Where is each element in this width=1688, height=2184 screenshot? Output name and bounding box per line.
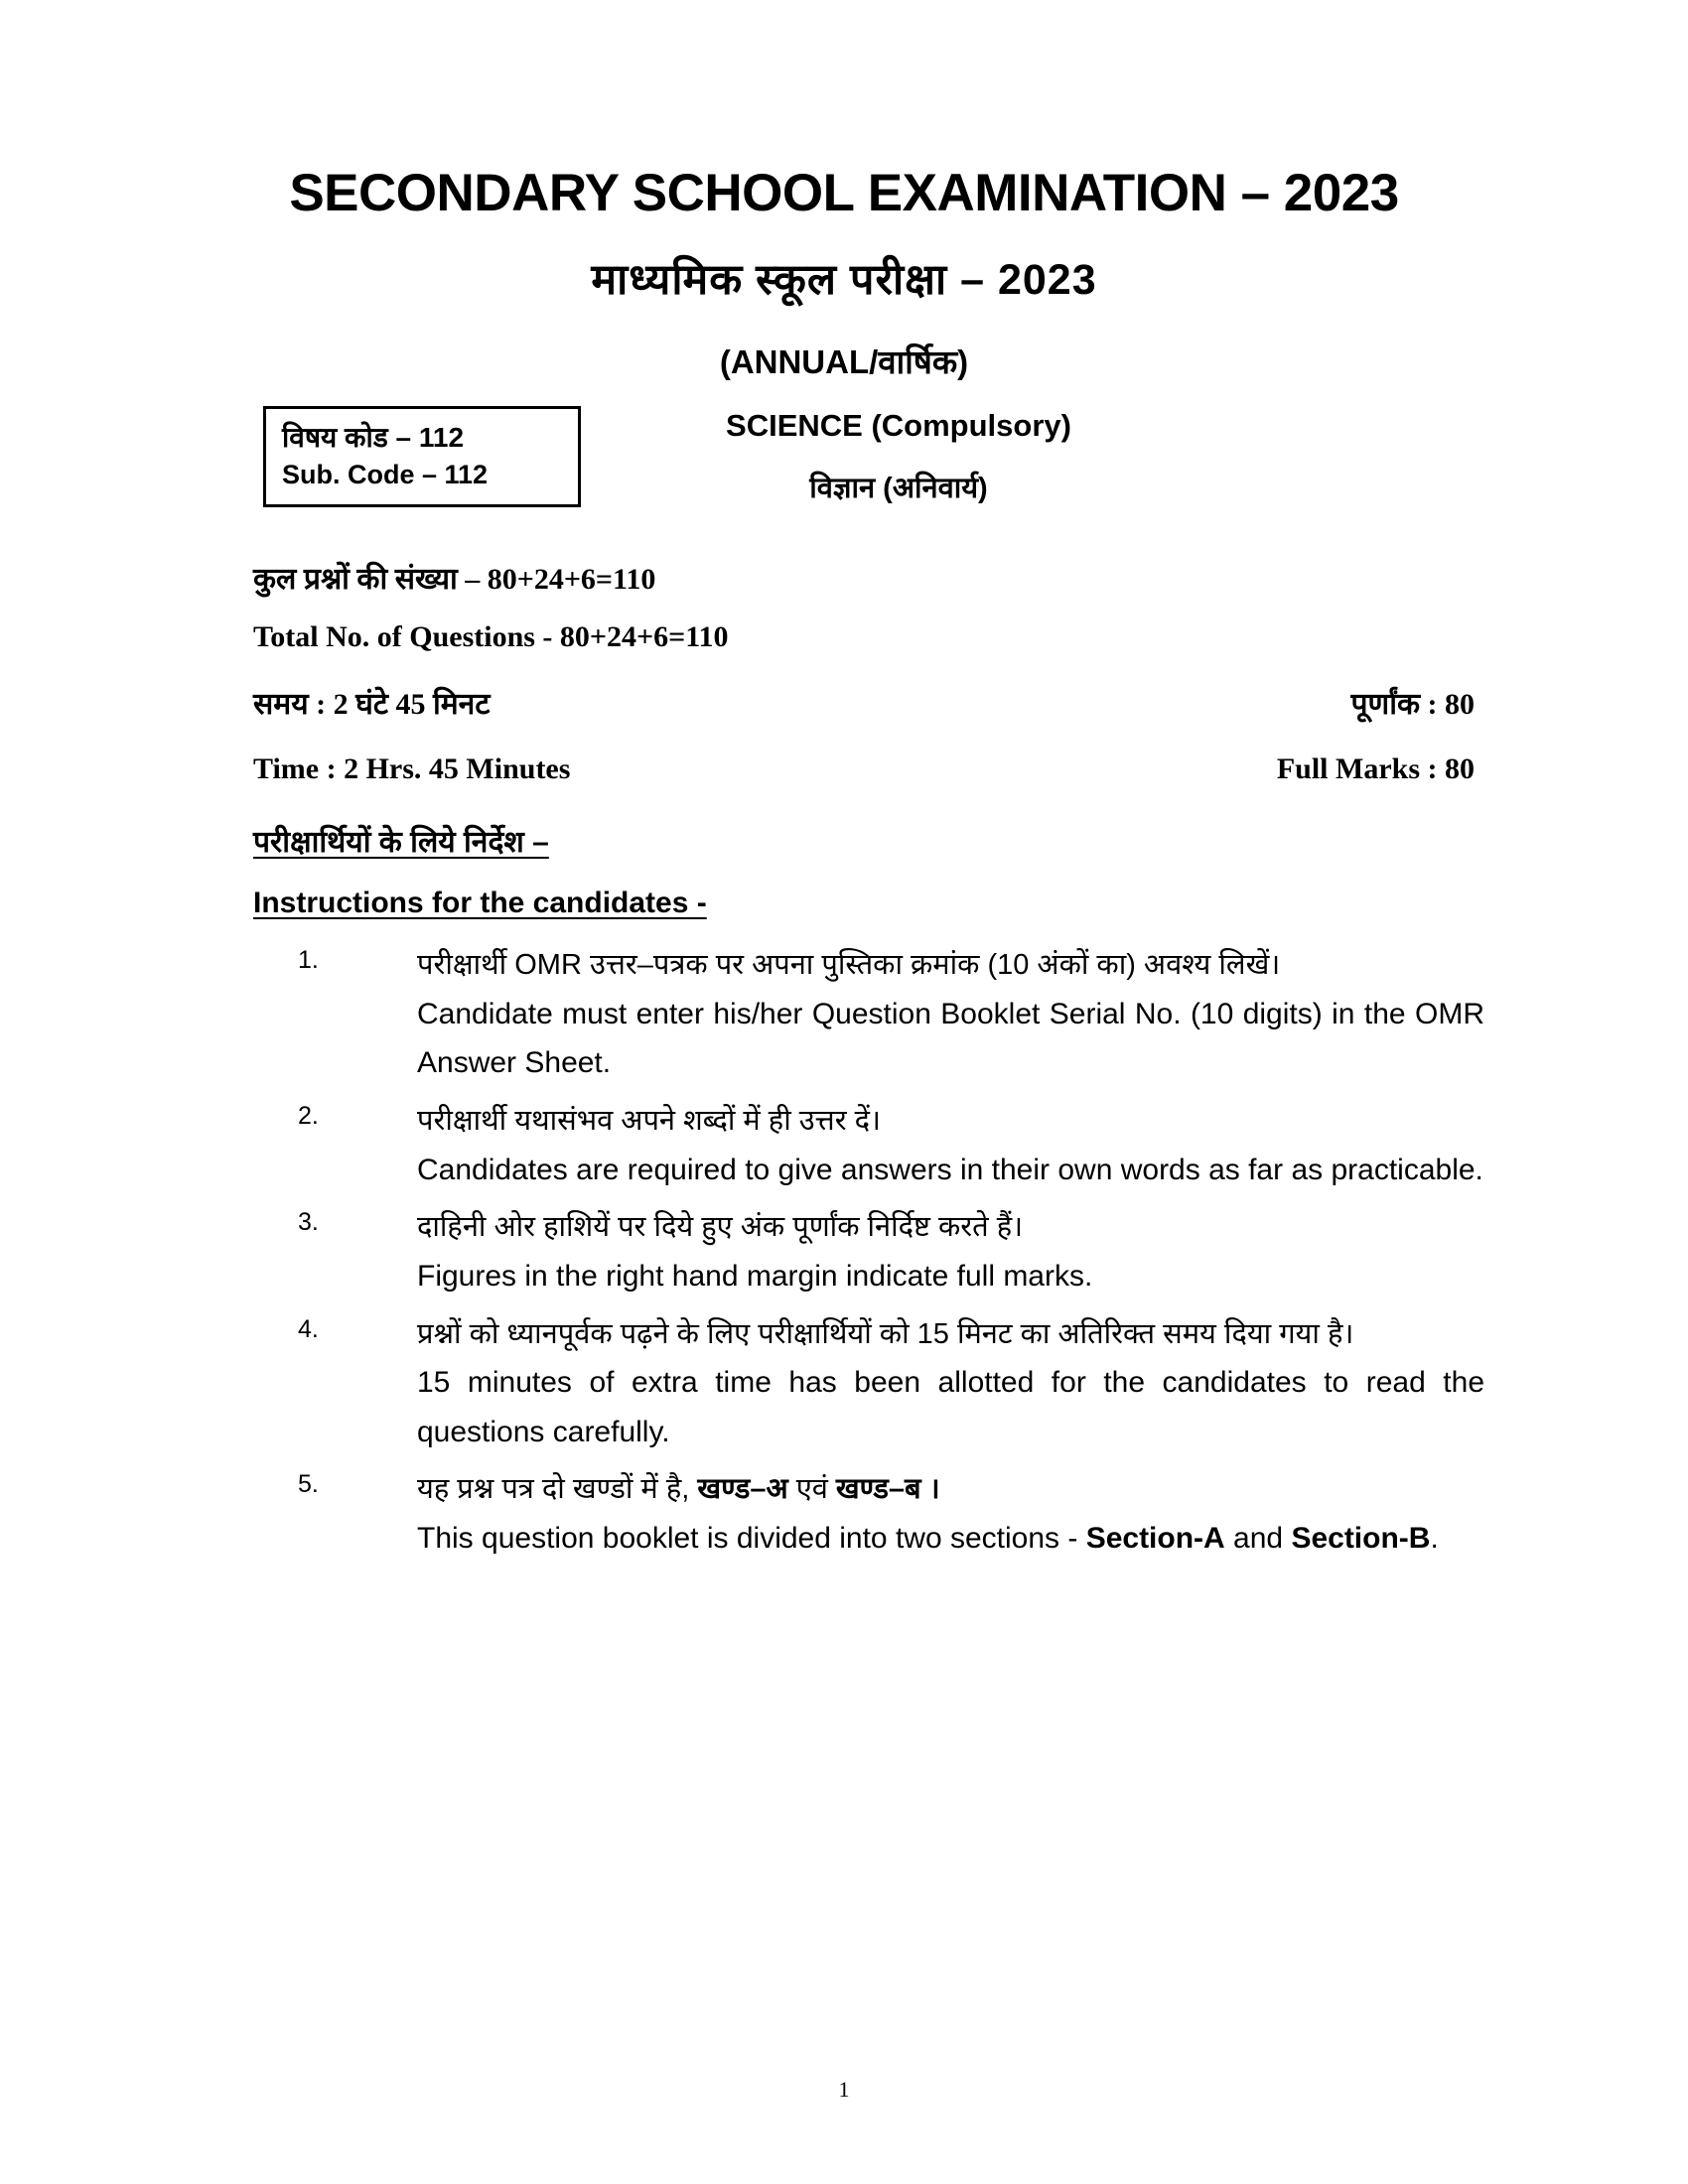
- instructions-list: [0, 942, 1688, 1564]
- subject-row: [0, 388, 1688, 537]
- subject-name-english: SCIENCE (Compulsory): [726, 408, 1071, 443]
- subject-code-hindi: विषय कोड – 112: [282, 422, 465, 453]
- instruction-number: 5.: [298, 1470, 319, 1499]
- subject-code-english: Sub. Code – 112: [282, 459, 489, 489]
- exam-meta-block: [0, 565, 1688, 786]
- instruction-number: 1.: [298, 946, 319, 974]
- instruction-5-english-section-b: Section-B: [1291, 1522, 1431, 1556]
- instruction-number: 4.: [298, 1314, 319, 1343]
- instruction-item-3: [298, 1204, 1484, 1300]
- instruction-text-hindi: परीक्षार्थी OMR उत्तर–पत्रक पर अपना पुस्तिका क्रमांक (10 अंकों का) अवश्य लिखें।: [417, 949, 1281, 981]
- instruction-text-english: Figures in the right hand margin indicate full marks.: [417, 1260, 1093, 1294]
- time-marks-row-english: [253, 752, 1475, 786]
- time-english: Time : 2 Hrs. 45 Minutes: [253, 752, 571, 785]
- instructions-heading-english: [0, 887, 1688, 920]
- exam-type-label: (ANNUAL/वार्षिक): [719, 343, 969, 380]
- instruction-number: 2.: [298, 1101, 319, 1130]
- instructions-heading-english-text: Instructions for the candidates -: [253, 887, 707, 919]
- instruction-text-english: [417, 1514, 1484, 1564]
- instruction-5-hindi-part1: यह प्रश्न पत्र दो खण्डों में है,: [417, 1473, 698, 1506]
- instruction-5-english-part1: This question booklet is divided into two sections -: [417, 1522, 1086, 1556]
- subject-name-hindi: विज्ञान (अनिवार्य): [809, 473, 988, 504]
- instruction-text-hindi: [417, 1466, 1484, 1514]
- instruction-5-english-section-a: Section-A: [1085, 1522, 1225, 1556]
- instructions-heading-hindi: [0, 820, 1688, 861]
- instruction-5-english-part2: and: [1224, 1522, 1292, 1556]
- instruction-text-hindi: दाहिनी ओर हाशियें पर दिये हुए अंक पूर्णांक निर्दिष्ट करते हैं।: [417, 1211, 1024, 1244]
- time-hindi: समय : 2 घंटे 45 मिनट: [253, 688, 491, 721]
- instruction-item-4: [298, 1311, 1484, 1457]
- instruction-text-hindi: प्रश्नों को ध्यानपूर्वक पढ़ने के लिए परीक्षार्थियों को 15 मिनट का अतिरिक्त समय दिया गया है।: [417, 1317, 1354, 1350]
- time-marks-row-hindi: [253, 682, 1475, 723]
- instruction-text-hindi: परीक्षार्थी यथासंभव अपने शब्दों में ही उत्तर दें।: [417, 1104, 882, 1137]
- total-questions-english: Total No. of Questions - 80+24+6=110: [253, 620, 729, 653]
- instruction-text-english: Candidate must enter his/her Question Booklet Serial No. (10 digits) in the OMR Answer Sheet.: [417, 997, 1484, 1080]
- page-title-english: SECONDARY SCHOOL EXAMINATION – 2023: [289, 164, 1399, 222]
- instruction-5-hindi-section-a: खण्ड–अ: [697, 1473, 788, 1506]
- instruction-5-hindi-part2: एवं: [787, 1473, 836, 1506]
- instructions-heading-hindi-text: परीक्षार्थियों के लिये निर्देश –: [253, 826, 549, 859]
- instruction-item-2: [298, 1098, 1484, 1194]
- instruction-text-english: 15 minutes of extra time has been allotted for the candidates to read the questions carefully.: [417, 1366, 1484, 1448]
- page-title-hindi: माध्यमिक स्कूल परीक्षा – 2023: [591, 256, 1097, 304]
- full-marks-english: Full Marks : 80: [1276, 752, 1475, 785]
- full-marks-hindi: पूर्णांक : 80: [1350, 688, 1475, 721]
- instruction-number: 3.: [298, 1208, 319, 1237]
- instruction-text-english: Candidates are required to give answers in their own words as far as practicable.: [417, 1153, 1483, 1186]
- instruction-5-english-part3: .: [1430, 1522, 1439, 1556]
- instruction-5-hindi-section-b: खण्ड–ब ।: [835, 1473, 940, 1506]
- total-questions-hindi: कुल प्रश्नों की संख्या – 80+24+6=110: [253, 563, 656, 596]
- instruction-item-5: [298, 1466, 1484, 1563]
- instruction-item-1: [298, 942, 1484, 1088]
- page-number: 1: [838, 2077, 850, 2102]
